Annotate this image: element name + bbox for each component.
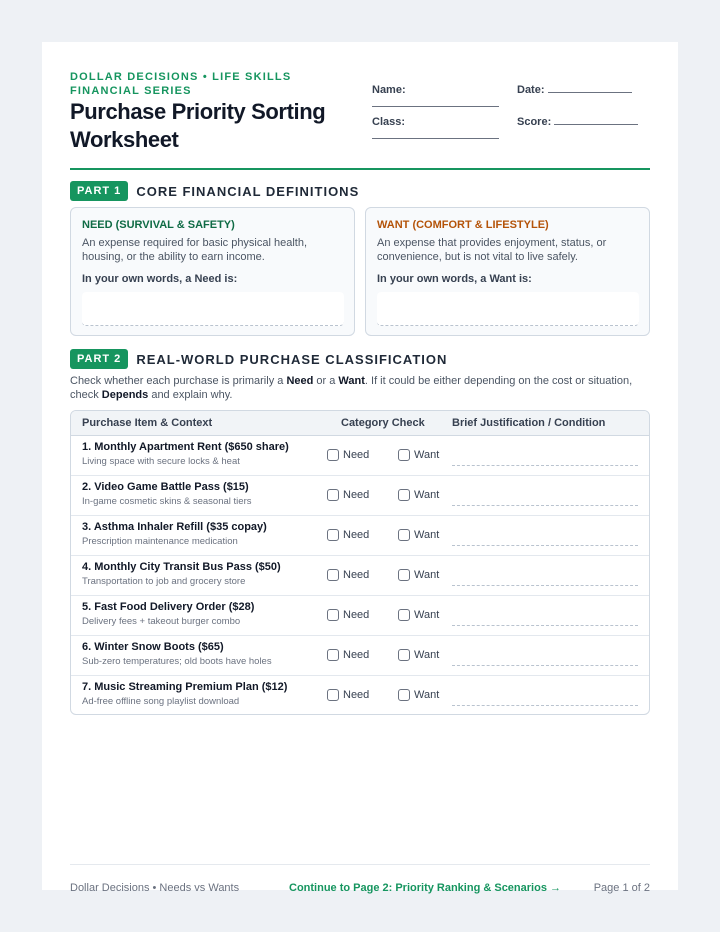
want-option-label: Want <box>414 649 440 661</box>
need-option-label: Need <box>343 529 370 541</box>
purchase-table <box>70 410 650 715</box>
purchase-item-context: Delivery fees + takeout burger combo <box>82 616 241 627</box>
checkbox-square[interactable] <box>398 489 410 501</box>
want-option-label: Want <box>414 569 440 581</box>
justification-line[interactable] <box>452 465 638 466</box>
table-row <box>71 676 649 715</box>
instructions-text: or a <box>313 375 339 387</box>
instructions-text: Check whether each purchase is primarily a <box>70 375 287 387</box>
score-field-line[interactable] <box>554 124 638 125</box>
part2-title: REAL-WORLD PURCHASE CLASSIFICATION <box>136 351 448 367</box>
purchase-item-name: 6. Winter Snow Boots ($65) <box>82 641 224 653</box>
footer-divider <box>70 864 650 865</box>
want-definition-prompt: In your own words, a Want is: <box>377 273 532 285</box>
need-definition-text: An expense required for basic physical health, housing, or the ability to earn income. <box>82 237 308 263</box>
need-checkbox[interactable] <box>327 649 369 661</box>
checkbox-square[interactable] <box>398 449 410 461</box>
name-field-line[interactable] <box>372 106 499 107</box>
want-checkbox[interactable] <box>398 689 439 701</box>
checkbox-square[interactable] <box>327 649 339 661</box>
want-checkbox[interactable] <box>398 569 439 581</box>
instructions-depends: Depends <box>101 389 149 401</box>
purchase-item-name: 5. Fast Food Delivery Order ($28) <box>82 601 255 613</box>
justification-line[interactable] <box>452 625 638 626</box>
instructions-need: Need <box>286 375 314 387</box>
series-label: DOLLAR DECISIONS • LIFE SKILLS FINANCIAL SERIES <box>70 71 292 97</box>
need-option-label: Need <box>343 689 370 701</box>
purchase-item-name: 1. Monthly Apartment Rent ($650 share) <box>82 441 289 453</box>
table-row <box>71 556 649 596</box>
checkbox-square[interactable] <box>398 649 410 661</box>
need-checkbox[interactable] <box>327 569 369 581</box>
checkbox-square[interactable] <box>327 449 339 461</box>
class-field-line[interactable] <box>372 138 499 139</box>
table-row <box>71 476 649 516</box>
want-checkbox[interactable] <box>398 449 439 461</box>
justification-line[interactable] <box>452 705 638 706</box>
need-checkbox[interactable] <box>327 529 369 541</box>
purchase-item-name: 4. Monthly City Transit Bus Pass ($50) <box>82 561 281 573</box>
want-option-label: Want <box>414 529 440 541</box>
justification-line[interactable] <box>452 505 638 506</box>
footer-series: Dollar Decisions • Needs vs Wants <box>70 882 240 894</box>
want-definition-text: An expense that provides enjoyment, status, or convenience, but is not vital to live safely. <box>377 237 607 263</box>
page-number: Page 1 of 2 <box>593 882 650 894</box>
checkbox-square[interactable] <box>327 529 339 541</box>
want-definition-label: WANT (COMFORT & LIFESTYLE) <box>377 219 549 231</box>
part1-heading <box>70 181 359 201</box>
need-option-label: Need <box>343 609 370 621</box>
part1-title: CORE FINANCIAL DEFINITIONS <box>136 183 360 199</box>
need-checkbox[interactable] <box>327 689 369 701</box>
table-row <box>71 516 649 556</box>
instructions-text: and explain why. <box>148 389 233 401</box>
checkbox-square[interactable] <box>327 609 339 621</box>
want-definition-card <box>365 207 650 336</box>
column-header-item: Purchase Item & Context <box>82 417 213 429</box>
column-header-category: Category Check <box>341 417 425 429</box>
justification-line[interactable] <box>452 585 638 586</box>
need-definition-answer[interactable] <box>82 292 344 326</box>
want-option-label: Want <box>414 609 440 621</box>
need-option-label: Need <box>343 649 370 661</box>
checkbox-square[interactable] <box>398 689 410 701</box>
checkbox-square[interactable] <box>327 489 339 501</box>
justification-line[interactable] <box>452 545 638 546</box>
purchase-item-name: 7. Music Streaming Premium Plan ($12) <box>82 681 288 693</box>
part2-badge: PART 2 <box>70 349 128 369</box>
want-checkbox[interactable] <box>398 529 439 541</box>
want-option-label: Want <box>414 489 440 501</box>
justification-line[interactable] <box>452 665 638 666</box>
column-header-justification: Brief Justification / Condition <box>452 417 606 429</box>
purchase-item-context: Living space with secure locks & heat <box>82 456 240 467</box>
instructions-text: . If it could be either depending on the cost or situation, check <box>70 375 633 401</box>
table-row <box>71 596 649 636</box>
need-checkbox[interactable] <box>327 489 369 501</box>
worksheet-page <box>42 42 678 894</box>
next-page-link[interactable]: Continue to Page 2: Priority Ranking & Scenarios → <box>289 882 561 894</box>
want-option-label: Want <box>414 689 440 701</box>
purchase-item-context: Prescription maintenance medication <box>82 536 238 547</box>
purchase-item-name: 2. Video Game Battle Pass ($15) <box>82 481 249 493</box>
need-checkbox[interactable] <box>327 609 369 621</box>
table-row <box>71 636 649 676</box>
checkbox-square[interactable] <box>327 569 339 581</box>
class-field-label: Class: <box>372 116 406 128</box>
page-title: Purchase Priority Sorting Worksheet <box>70 99 326 152</box>
purchase-item-context: Transportation to job and grocery store <box>82 576 246 587</box>
purchase-item-name: 3. Asthma Inhaler Refill ($35 copay) <box>82 521 267 533</box>
part2-instructions <box>70 374 650 402</box>
checkbox-square[interactable] <box>327 689 339 701</box>
purchase-item-context: Ad-free offline song playlist download <box>82 696 240 707</box>
need-checkbox[interactable] <box>327 449 369 461</box>
purchase-item-context: Sub-zero temperatures; old boots have holes <box>82 656 272 667</box>
worksheet-content <box>70 70 650 894</box>
want-checkbox[interactable] <box>398 489 439 501</box>
need-definition-label: NEED (SURVIVAL & SAFETY) <box>82 219 235 231</box>
checkbox-square[interactable] <box>398 529 410 541</box>
need-option-label: Need <box>343 449 370 461</box>
worksheet-header <box>70 70 650 170</box>
name-field-label: Name: <box>372 84 406 96</box>
need-option-label: Need <box>343 489 370 501</box>
table-header <box>71 411 649 436</box>
checkbox-square[interactable] <box>398 609 410 621</box>
need-definition-prompt: In your own words, a Need is: <box>82 273 238 285</box>
want-option-label: Want <box>414 449 440 461</box>
date-field-line[interactable] <box>548 92 632 93</box>
want-checkbox[interactable] <box>398 649 439 661</box>
need-option-label: Need <box>343 569 370 581</box>
want-checkbox[interactable] <box>398 609 439 621</box>
want-definition-answer[interactable] <box>377 292 639 326</box>
score-field-label: Score: <box>517 116 552 128</box>
instructions-want: Want <box>338 375 365 387</box>
checkbox-square[interactable] <box>398 569 410 581</box>
need-definition-card <box>70 207 355 336</box>
part2-heading <box>70 349 447 369</box>
date-field-label: Date: <box>517 84 545 96</box>
purchase-item-context: In-game cosmetic skins & seasonal tiers <box>82 496 252 507</box>
part1-badge: PART 1 <box>70 181 128 201</box>
table-row <box>71 436 649 476</box>
